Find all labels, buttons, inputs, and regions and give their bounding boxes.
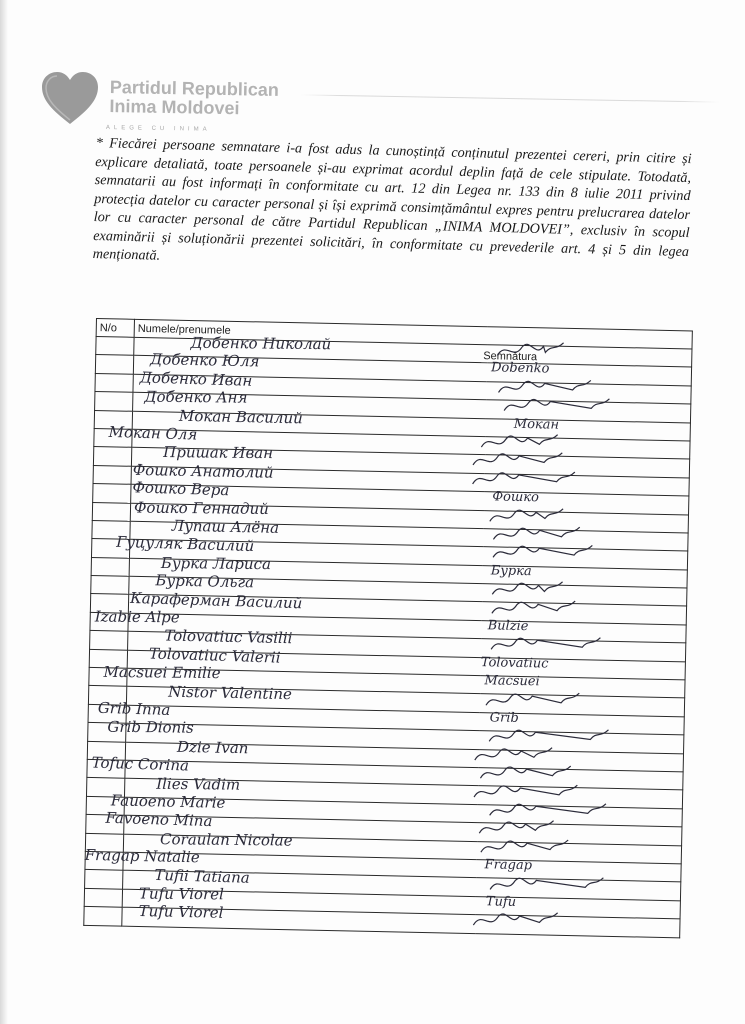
handwritten-signature: Tolovatiuc xyxy=(480,654,549,672)
handwritten-signature: Фошко xyxy=(492,489,540,506)
signature-stroke xyxy=(497,341,563,356)
signature-stroke xyxy=(489,728,608,744)
row-number-cell xyxy=(84,888,122,907)
signature-stroke xyxy=(493,544,592,560)
signature-scribble xyxy=(470,468,590,493)
handwritten-name: Ilies Vadim xyxy=(156,774,241,794)
handwritten-name: Fauoeno Marie xyxy=(110,791,226,812)
row-number-cell xyxy=(93,447,131,466)
handwritten-signature: Fragap xyxy=(484,857,533,874)
signature-stroke xyxy=(493,525,579,541)
handwritten-signature: Grib xyxy=(489,710,519,726)
consent-notice xyxy=(92,134,691,280)
signature-stroke xyxy=(486,691,579,707)
handwritten-name: Dzie Ivan xyxy=(176,737,249,758)
signature-table xyxy=(83,318,693,938)
header-no: N/o xyxy=(96,319,134,338)
handwritten-name: Фошко Вера xyxy=(132,478,230,500)
signature-stroke xyxy=(475,746,552,762)
handwritten-name: Nistor Valentine xyxy=(168,682,293,703)
signature-stroke xyxy=(499,378,591,394)
row-number-cell xyxy=(84,906,122,925)
signature-stroke xyxy=(491,636,600,652)
handwritten-name: Tufu Viorel xyxy=(138,902,224,923)
handwritten-name: Coraulan Nicolae xyxy=(160,829,293,850)
row-number-cell xyxy=(95,373,133,392)
party-name-line1: Partidul Republican xyxy=(109,77,280,100)
handwritten-name: Бурка Ольга xyxy=(155,571,255,592)
header-divider xyxy=(300,94,720,102)
handwritten-name: Пришак Иван xyxy=(163,443,274,463)
handwritten-name: Grib Inna xyxy=(97,698,171,720)
signature-stroke xyxy=(480,764,570,780)
handwritten-signature: Мокан xyxy=(513,416,560,433)
signature-stroke xyxy=(473,911,557,927)
handwritten-name: Мокан Василий xyxy=(178,406,303,427)
party-name-line2: Inima Moldovei xyxy=(109,95,240,119)
handwritten-name: Favoeno Mina xyxy=(105,809,213,831)
handwritten-name: Добенко Аня xyxy=(144,387,248,407)
signature-stroke xyxy=(490,801,606,817)
row-number-cell xyxy=(85,870,123,889)
signature-scribble xyxy=(471,909,591,934)
handwritten-name: Караферман Василий xyxy=(129,588,303,612)
row-number-cell xyxy=(91,576,129,595)
row-number-cell xyxy=(93,465,131,484)
row-number-cell xyxy=(92,502,130,521)
party-tagline: ALEGE CU INIMA xyxy=(105,125,211,133)
handwritten-signature: Bulzie xyxy=(487,618,529,635)
row-number-cell xyxy=(96,337,134,356)
signature-stroke xyxy=(481,433,557,449)
handwritten-name: Добенко Юля xyxy=(149,350,260,371)
handwritten-name: Tolovatiuc Valerii xyxy=(148,644,281,667)
handwritten-signature: Dobenko xyxy=(490,360,550,377)
heart-logo-icon xyxy=(40,70,100,126)
handwritten-name: Бурка Лариса xyxy=(160,553,272,573)
handwritten-name: Лупаш Алёна xyxy=(171,516,280,537)
signature-scribble xyxy=(491,542,611,567)
signature-stroke xyxy=(492,581,562,596)
consent-notice-text: * Fiecărei persoane semnatare i-a fost adus la cunoștință conținutul prezentei cereri, prin citire și explicare detaliată, toate persoanele și-au exprimat acordul deplin față de cele stipulate. Totodată, semnatarii au fost informați în conformitate cu art. 12 din Legea nr. 133 din 8 iulie 2011 privind protecția datelor cu caracter personal și își exprimă consimțământul expres pentru prelucrarea datelor lor cu caracter personal de către Partidul Republican „INIMA MOLDOVEI”, exclusiv în scopul examinării și soluționării prezentei solicitări, în conformitate cu prevederile art. 4 și 5 din legea menționată. xyxy=(92,134,692,264)
signature-stroke xyxy=(492,599,575,615)
handwritten-signature: Бурка xyxy=(490,563,532,579)
signature-stroke xyxy=(479,820,553,836)
handwritten-name: Гуцуляк Василий xyxy=(116,533,255,556)
handwritten-name: Добенко Иван xyxy=(139,368,253,390)
handwritten-name: Tufu Viorel xyxy=(138,884,224,904)
row-number-cell xyxy=(95,355,133,374)
signature-stroke xyxy=(474,783,577,799)
handwritten-name: Фошко Анатолий xyxy=(132,460,274,482)
handwritten-name: Izabie Alpe xyxy=(94,607,180,627)
handwritten-signature: Tufu xyxy=(485,894,517,910)
handwritten-name: Tofuc Corina xyxy=(91,753,190,775)
handwritten-name: Fragap Natalie xyxy=(84,846,200,867)
signature-stroke xyxy=(481,838,568,854)
handwritten-name: Мокан Оля xyxy=(108,422,198,444)
signature-scribble xyxy=(502,395,622,420)
scan-edge xyxy=(0,0,8,1024)
signature-scribble xyxy=(489,634,609,659)
signature-stroke xyxy=(490,507,563,523)
header-signature: Semnătura xyxy=(483,350,538,364)
row-number-cell xyxy=(91,557,129,576)
row-number-cell xyxy=(95,392,133,411)
handwritten-signature: Macsuei xyxy=(484,673,540,690)
signature-stroke xyxy=(490,875,603,891)
handwritten-name: Tolovatiuc Vasilii xyxy=(164,626,293,648)
handwritten-name: Grib Dionis xyxy=(107,718,194,738)
header-name: Numele/prenumele xyxy=(134,319,488,344)
handwritten-name: Macsuei Emilie xyxy=(103,663,221,683)
handwritten-name: Добенко Николай xyxy=(190,333,332,354)
party-name xyxy=(109,78,279,119)
signature-stroke xyxy=(473,470,575,486)
row-number-cell xyxy=(90,631,128,650)
handwritten-name: Tufii Tatiana xyxy=(154,865,250,887)
signature-stroke xyxy=(504,397,609,413)
row-number-cell xyxy=(93,484,131,503)
handwritten-name: Фошко Геннадий xyxy=(133,498,269,518)
signature-stroke xyxy=(473,451,562,467)
